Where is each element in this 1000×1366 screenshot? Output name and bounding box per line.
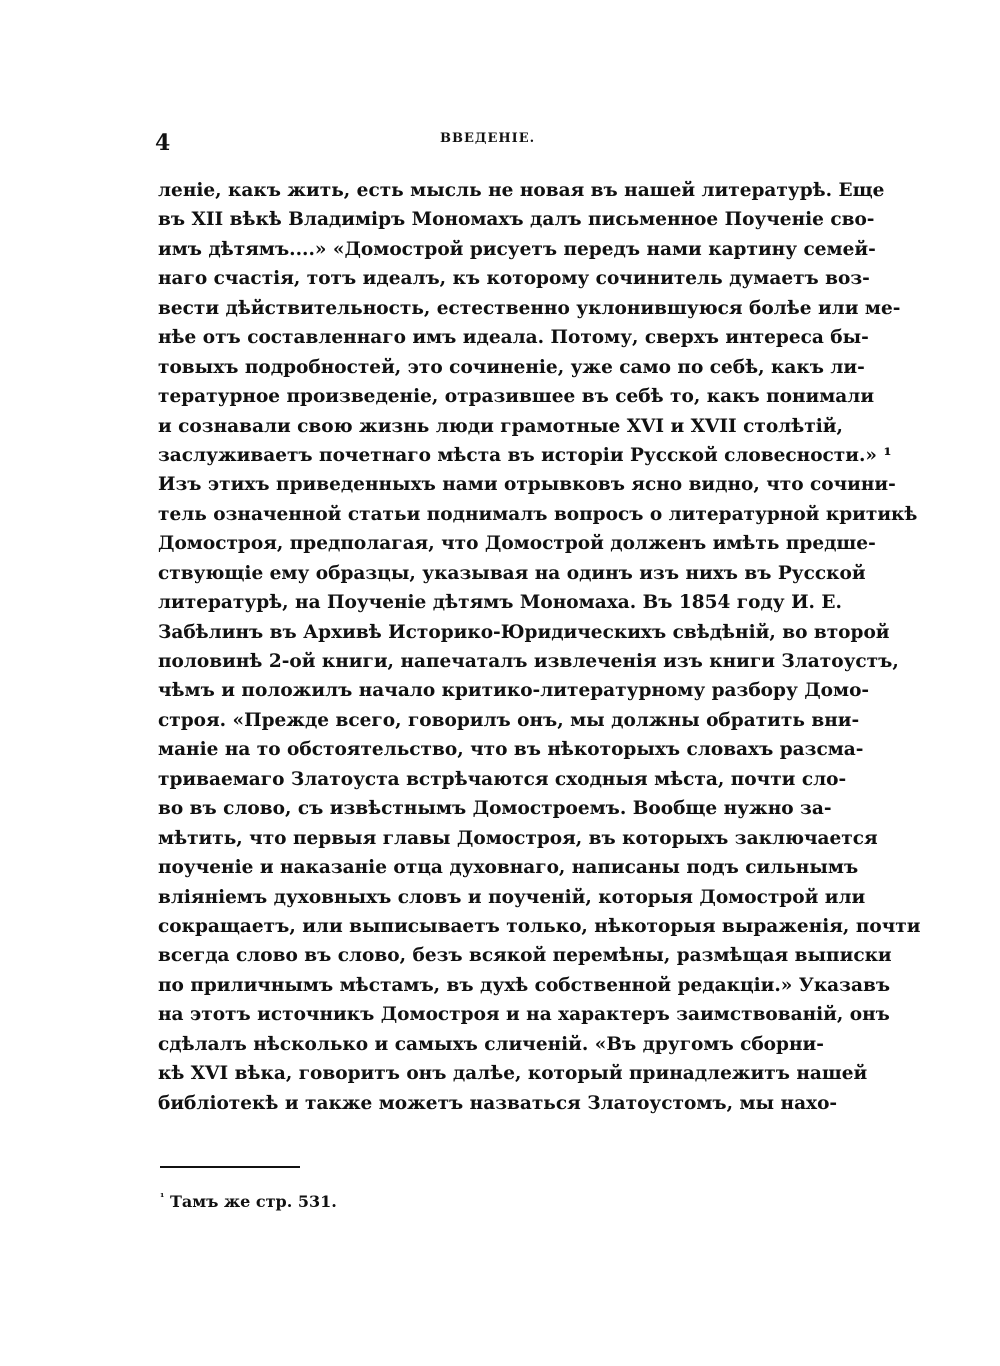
running-header: ВВЕДЕНІЕ. [440, 131, 536, 146]
text-line: сдѣлалъ нѣсколько и самыхъ сличеній. «Въ другомъ сборни- [158, 1033, 824, 1055]
footnote-rule [160, 1166, 300, 1168]
text-line: и сознавали свою жизнь люди грамотные XVI и XVII столѣтій, [158, 415, 843, 437]
text-line: на этотъ источникъ Домостроя и на характеръ заимствованій, онъ [158, 1004, 890, 1026]
page-number: 4 [155, 130, 171, 156]
text-line: кѣ XVI вѣка, говоритъ онъ далѣе, который принадлежитъ нашей [158, 1063, 868, 1085]
text-line: сокращаетъ, или выписываетъ только, нѣкоторыя выраженія, почти [158, 915, 921, 937]
text-line: вести дѣйствительность, естественно уклонившуюся болѣе или ме- [158, 297, 901, 319]
body-text [158, 176, 921, 1118]
text-line: имъ дѣтямъ....» «Домострой рисуетъ передъ нами картину семей- [158, 238, 876, 260]
text-line: триваемаго Златоуста встрѣчаются сходныя мѣста, почти сло- [158, 768, 847, 790]
text-line: тель означенной статьи поднималъ вопросъ о литературной критикѣ [158, 503, 918, 525]
text-line: библіотекѣ и также можетъ назваться Златоустомъ, мы нахо- [158, 1092, 838, 1114]
text-line: въ XII вѣкѣ Владиміръ Мономахъ далъ письменное Поученіе сво- [158, 209, 875, 231]
text-line: во въ слово, съ извѣстнымъ Домостроемъ. Вообще нужно за- [158, 798, 832, 820]
text-line: заслуживаетъ почетнаго мѣста въ исторіи Русской словесности.» ¹ [158, 444, 892, 466]
footnote-text: Тамъ же стр. 531. [169, 1192, 337, 1211]
text-line: маніе на то обстоятельство, что въ нѣкоторыхъ словахъ разсма- [158, 739, 864, 761]
text-line: ствующіе ему образцы, указывая на одинъ изъ нихъ въ Русской [158, 562, 866, 584]
text-line: Домостроя, предполагая, что Домострой долженъ имѣть предше- [158, 533, 876, 555]
text-line: поученіе и наказаніе отца духовнаго, написаны подъ сильнымъ [158, 857, 859, 879]
footnote-mark: ¹ [160, 1192, 165, 1204]
text-line: по приличнымъ мѣстамъ, въ духѣ собственной редакціи.» Указавъ [158, 974, 891, 996]
text-line: нѣе отъ составленнаго имъ идеала. Потому, сверхъ интереса бы- [158, 327, 869, 349]
text-line: всегда слово въ слово, безъ всякой перемѣны, размѣщая выписки [158, 945, 892, 967]
text-line: Изъ этихъ приведенныхъ нами отрывковъ ясно видно, что сочини- [158, 474, 896, 496]
text-line: мѣтить, что первыя главы Домостроя, въ которыхъ заключается [158, 827, 878, 849]
text-line: товыхъ подробностей, это сочиненіе, уже само по себѣ, какъ ли- [158, 356, 865, 378]
text-line: чѣмъ и положилъ начало критико-литературному разбору Домо- [158, 680, 870, 702]
text-line: строя. «Прежде всего, говорилъ онъ, мы должны обратить вни- [158, 709, 860, 731]
text-line: Забѣлинъ въ Архивѣ Историко-Юридическихъ свѣдѣній, во второй [158, 621, 890, 643]
text-line: леніе, какъ жить, есть мысль не новая въ нашей литературѣ. Еще [158, 180, 885, 201]
text-line: тературное произведеніе, отразившее въ себѣ то, какъ понимали [158, 386, 875, 408]
text-line: половинѣ 2-ой книги, напечаталъ извлеченія изъ книги Златоустъ, [158, 651, 899, 672]
text-line: наго счастія, тотъ идеалъ, къ которому сочинитель думаетъ воз- [158, 268, 870, 290]
footnote [160, 1192, 337, 1211]
text-line: литературѣ, на Поученіе дѣтямъ Мономаха. Въ 1854 году И. Е. [158, 592, 842, 614]
text-line: вліяніемъ духовныхъ словъ и поученій, которыя Домострой или [158, 886, 866, 908]
